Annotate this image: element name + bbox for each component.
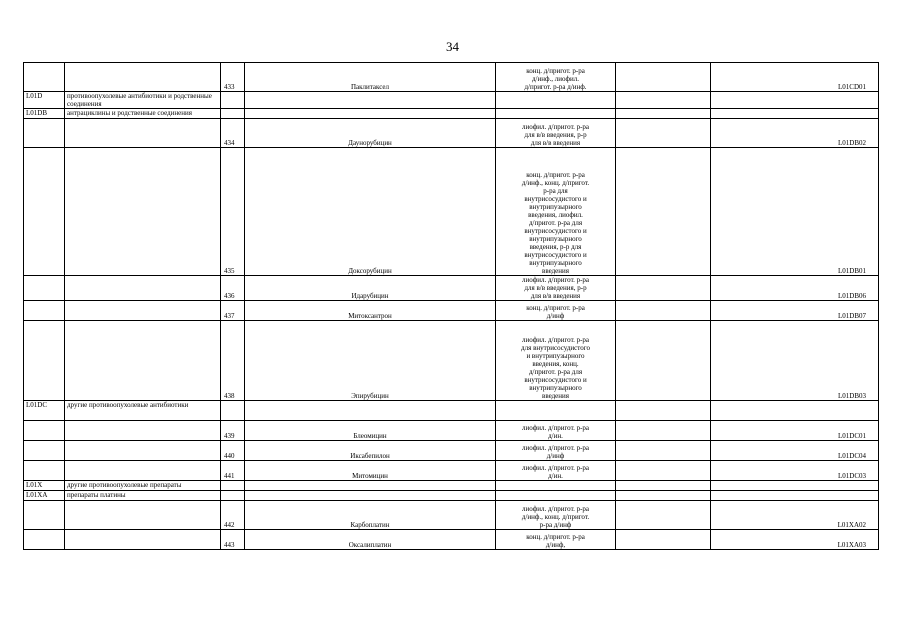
row-number <box>221 481 245 491</box>
dosage-form-line: д/инф, <box>545 541 566 549</box>
row-drug-name <box>245 491 496 501</box>
row-blank <box>616 421 711 441</box>
dosage-form-line: внутрипузырного <box>529 259 582 267</box>
dosage-form-line: д/инф., конц. д/пригот. <box>521 179 590 187</box>
dosage-form-line: д/ин. <box>548 472 563 480</box>
dosage-form-line: лиофил. д/пригот. р-ра <box>521 464 590 472</box>
row-dosage-form <box>496 461 616 481</box>
table-row <box>24 491 879 501</box>
row-code: L01XA <box>24 491 65 501</box>
row-atc-code <box>711 109 879 119</box>
row-dosage-form <box>496 321 616 401</box>
row-dosage-form <box>496 421 616 441</box>
dosage-form-line: внутрипузырного <box>529 203 582 211</box>
row-drug-name <box>245 481 496 491</box>
row-dosage-form <box>496 148 616 276</box>
dosage-form-line: и внутрипузырного <box>526 352 585 360</box>
row-group <box>65 501 221 530</box>
row-blank <box>616 63 711 92</box>
row-drug-name: Митомицин <box>245 461 496 481</box>
dosage-form-line: введения, лиофил. <box>528 211 583 219</box>
dosage-form-line: лиофил. д/пригот. р-ра <box>521 424 590 432</box>
row-group: антрациклины и родственные соединения <box>65 109 221 119</box>
table-row <box>24 501 879 530</box>
row-group <box>65 530 221 550</box>
row-number <box>221 92 245 109</box>
row-code <box>24 321 65 401</box>
dosage-form-line: внутрисосудистого и <box>524 376 587 384</box>
row-blank <box>616 501 711 530</box>
row-atc-code: L01DB07 <box>711 301 879 321</box>
row-dosage-form <box>496 481 616 491</box>
table-row <box>24 421 879 441</box>
dosage-form-line: введения, конц. <box>532 360 579 368</box>
row-code: L01D <box>24 92 65 109</box>
dosage-form-line: д/пригот. р-ра для <box>528 368 583 376</box>
table-row <box>24 321 879 401</box>
row-group: противоопухолевые антибиотики и родственные соединения <box>65 92 221 109</box>
dosage-form-line: для в/в введения, р-р <box>524 284 587 292</box>
row-atc-code: L01DB06 <box>711 276 879 301</box>
row-drug-name: Карбоплатин <box>245 501 496 530</box>
dosage-form-line: д/инф <box>546 312 565 320</box>
row-number: 436 <box>221 276 245 301</box>
row-atc-code: L01XA02 <box>711 501 879 530</box>
row-dosage-form <box>496 92 616 109</box>
dosage-form-line: лиофил. д/пригот. р-ра <box>521 444 590 452</box>
dosage-form-line: конц. д/пригот. р-ра <box>526 533 585 541</box>
dosage-form-line: внутрисосудистого и <box>524 195 587 203</box>
row-dosage-form <box>496 119 616 148</box>
table-row <box>24 148 879 276</box>
dosage-form-line: р-ра для <box>543 187 568 195</box>
table-row <box>24 441 879 461</box>
dosage-form-line: д/инф., лиофил. <box>531 75 580 83</box>
dosage-form-line: внутрипузырного <box>529 384 582 392</box>
row-dosage-form <box>496 401 616 421</box>
row-blank <box>616 301 711 321</box>
row-atc-code: L01DB01 <box>711 148 879 276</box>
row-group <box>65 119 221 148</box>
table-row <box>24 461 879 481</box>
row-blank <box>616 441 711 461</box>
row-blank <box>616 321 711 401</box>
dosage-form-line: д/пригот. р-ра д/инф. <box>524 83 587 91</box>
row-group <box>65 63 221 92</box>
row-drug-name: Даунорубицин <box>245 119 496 148</box>
row-number <box>221 491 245 501</box>
row-atc-code: L01XA03 <box>711 530 879 550</box>
row-code: L01DC <box>24 401 65 421</box>
table-row <box>24 401 879 421</box>
dosage-form-line: лиофил. д/пригот. р-ра <box>521 336 590 344</box>
dosage-form-line: конц. д/пригот. р-ра <box>526 171 585 179</box>
dosage-form-line: для в/в введения, р-р <box>524 131 587 139</box>
row-blank <box>616 276 711 301</box>
row-code <box>24 530 65 550</box>
row-atc-code: L01DC04 <box>711 441 879 461</box>
table-row <box>24 276 879 301</box>
dosage-form-line: р-ра д/инф <box>539 521 572 529</box>
row-drug-name: Идарубицин <box>245 276 496 301</box>
row-dosage-form <box>496 63 616 92</box>
row-number: 434 <box>221 119 245 148</box>
dosage-form-line: введения <box>542 267 569 275</box>
dosage-form-line: для в/в введения <box>530 139 581 147</box>
row-group <box>65 441 221 461</box>
row-number <box>221 109 245 119</box>
table-row <box>24 481 879 491</box>
row-group: другие противоопухолевые антибиотики <box>65 401 221 421</box>
row-group <box>65 301 221 321</box>
dosage-form-line: внутрисосудистого и <box>524 251 587 259</box>
table-body <box>24 63 879 550</box>
row-code <box>24 421 65 441</box>
row-drug-name <box>245 109 496 119</box>
row-dosage-form <box>496 441 616 461</box>
row-blank <box>616 530 711 550</box>
row-atc-code: L01DB03 <box>711 321 879 401</box>
row-dosage-form <box>496 491 616 501</box>
row-atc-code: L01CD01 <box>711 63 879 92</box>
row-dosage-form <box>496 501 616 530</box>
row-drug-name: Паклитаксел <box>245 63 496 92</box>
row-atc-code <box>711 491 879 501</box>
row-group: другие противоопухолевые препараты <box>65 481 221 491</box>
row-atc-code: L01DB02 <box>711 119 879 148</box>
row-number: 433 <box>221 63 245 92</box>
row-drug-name: Эпирубицин <box>245 321 496 401</box>
table-row <box>24 119 879 148</box>
row-code <box>24 119 65 148</box>
row-group <box>65 421 221 441</box>
row-code <box>24 148 65 276</box>
row-number: 441 <box>221 461 245 481</box>
row-dosage-form <box>496 109 616 119</box>
row-code <box>24 441 65 461</box>
row-group <box>65 148 221 276</box>
row-drug-name: Блеомицин <box>245 421 496 441</box>
table-row <box>24 92 879 109</box>
row-code: L01X <box>24 481 65 491</box>
row-number <box>221 401 245 421</box>
row-number: 440 <box>221 441 245 461</box>
row-group <box>65 276 221 301</box>
row-code <box>24 461 65 481</box>
row-dosage-form <box>496 276 616 301</box>
row-number: 437 <box>221 301 245 321</box>
dosage-form-line: д/пригот. р-ра для <box>528 219 583 227</box>
row-drug-name <box>245 92 496 109</box>
row-number: 435 <box>221 148 245 276</box>
row-drug-name <box>245 401 496 421</box>
row-number: 439 <box>221 421 245 441</box>
row-blank <box>616 481 711 491</box>
dosage-form-line: для внутрисосудистого <box>521 344 590 352</box>
dosage-form-line: введения <box>542 392 569 400</box>
dosage-form-line: лиофил. д/пригот. р-ра <box>521 505 590 513</box>
row-number: 443 <box>221 530 245 550</box>
page-number: 34 <box>446 39 459 54</box>
row-drug-name: Митоксантрон <box>245 301 496 321</box>
row-blank <box>616 148 711 276</box>
row-atc-code <box>711 401 879 421</box>
dosage-form-line: д/инф., конц. д/пригот. <box>521 513 590 521</box>
row-blank <box>616 461 711 481</box>
row-code: L01DB <box>24 109 65 119</box>
row-blank <box>616 119 711 148</box>
row-dosage-form <box>496 301 616 321</box>
row-number: 438 <box>221 321 245 401</box>
row-dosage-form <box>496 530 616 550</box>
dosage-form-line: для в/в введения <box>530 292 581 300</box>
dosage-form-line: конц. д/пригот. р-ра <box>526 304 585 312</box>
row-group: препараты платины <box>65 491 221 501</box>
dosage-form-line: д/ин. <box>548 432 563 440</box>
dosage-form-line: д/инф <box>546 452 565 460</box>
row-drug-name: Доксорубицин <box>245 148 496 276</box>
table-row <box>24 301 879 321</box>
row-atc-code: L01DC03 <box>711 461 879 481</box>
dosage-form-line: введения, р-р для <box>529 243 582 251</box>
row-blank <box>616 109 711 119</box>
row-drug-name: Оксалиплатин <box>245 530 496 550</box>
row-code <box>24 501 65 530</box>
row-code <box>24 63 65 92</box>
table-row <box>24 530 879 550</box>
dosage-form-line: лиофил. д/пригот. р-ра <box>521 123 590 131</box>
dosage-form-line: лиофил. д/пригот. р-ра <box>521 276 590 284</box>
row-code <box>24 301 65 321</box>
row-blank <box>616 491 711 501</box>
row-number: 442 <box>221 501 245 530</box>
row-group <box>65 321 221 401</box>
row-code <box>24 276 65 301</box>
table-row <box>24 109 879 119</box>
row-atc-code: L01DC01 <box>711 421 879 441</box>
dosage-form-line: внутрипузырного <box>529 235 582 243</box>
row-drug-name: Иксабепилон <box>245 441 496 461</box>
row-blank <box>616 92 711 109</box>
drug-table <box>23 62 879 550</box>
row-group <box>65 461 221 481</box>
row-blank <box>616 401 711 421</box>
dosage-form-line: конц. д/пригот. р-ра <box>526 67 585 75</box>
dosage-form-line: внутрисосудистого и <box>524 227 587 235</box>
table-row <box>24 63 879 92</box>
row-atc-code <box>711 481 879 491</box>
row-atc-code <box>711 92 879 109</box>
